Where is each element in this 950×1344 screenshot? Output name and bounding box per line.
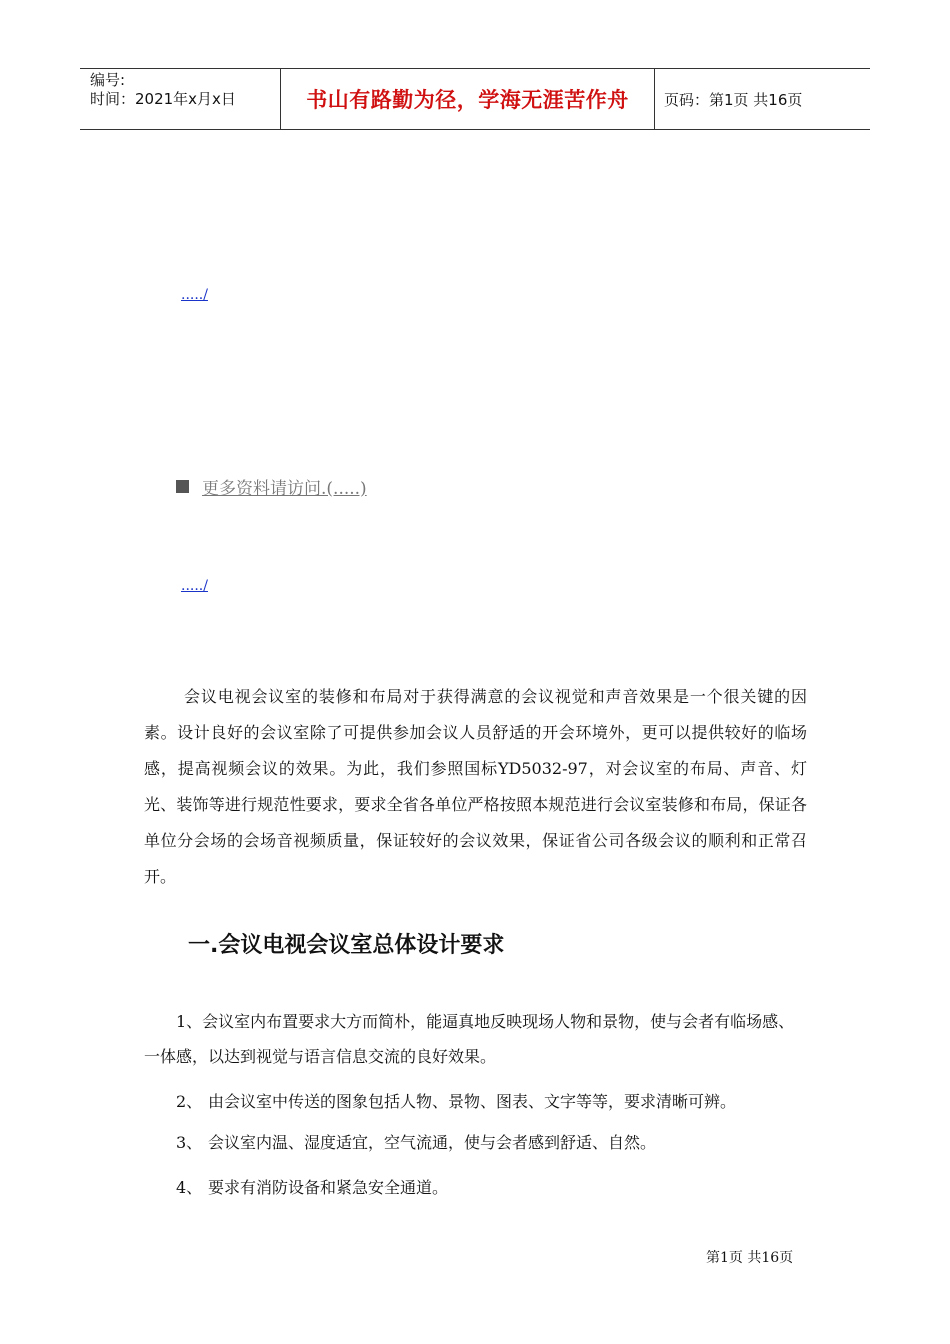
header-motto: 书山有路勤为径，学海无涯苦作舟: [281, 69, 655, 129]
header-time-label: 时间：2021年x月x日: [90, 90, 236, 108]
more-resources-text: 更多资料请访问.(.....): [202, 479, 367, 499]
list-item-2: [144, 1084, 809, 1119]
link-bottom[interactable]: ...../: [181, 578, 208, 594]
page-header: [80, 68, 870, 130]
list-item-4-number: 4、: [176, 1178, 203, 1197]
header-number-label: 编号:: [90, 71, 126, 89]
list-item-4: [144, 1170, 809, 1205]
header-page-info: 页码：第1页 共16页: [664, 90, 803, 109]
list-item-3-number: 3、: [176, 1133, 203, 1152]
intro-paragraph: 会议电视会议室的装修和布局对于获得满意的会议视觉和声音效果是一个很关键的因素。设计良好的会议室除了可提供参加会议人员舒适的开会环境外，更可以提供较好的临场感，提高视频会议的效果。为此，我们参照国标YD5032-97，对会议室的布局、声音、灯光、装饰等进行规范性要求，要求全省各单位严格按照本规范进行会议室装修和布局，保证各单位分会场的会场音视频质量，保证较好的会议效果，保证省公司各级会议的顺利和正常召开。: [144, 687, 807, 886]
section-heading: 一.会议电视会议室总体设计要求: [188, 933, 505, 958]
link-top[interactable]: ...../: [181, 287, 208, 303]
list-item-3-text: 会议室内温、湿度适宜，空气流通，使与会者感到舒适、自然。: [208, 1133, 657, 1152]
list-item-2-number: 2、: [176, 1092, 203, 1111]
header-info-cell: [80, 69, 281, 129]
list-item-4-text: 要求有消防设备和紧急安全通道。: [208, 1178, 449, 1197]
page-footer: 第1页 共16页: [706, 1250, 794, 1266]
list-item-3: [144, 1125, 809, 1160]
more-resources-link[interactable]: [176, 474, 367, 499]
list-item-1: 1、会议室内布置要求大方而简朴，能逼真地反映现场人物和景物，使与会者有临场感、一体感，以达到视觉与语言信息交流的良好效果。: [144, 1012, 795, 1066]
square-bullet-icon: [176, 480, 189, 493]
list-item-2-text: 由会议室中传送的图象包括人物、景物、图表、文字等等，要求清晰可辨。: [208, 1092, 737, 1111]
